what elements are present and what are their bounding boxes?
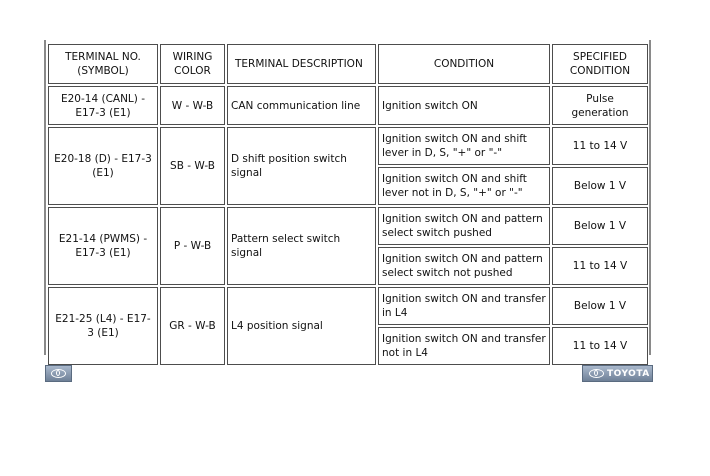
condition-cell: Ignition switch ON and transfer not in L4 — [378, 327, 550, 365]
specified-cell: 11 to 14 V — [552, 247, 648, 285]
terminal-spec-table — [46, 42, 650, 367]
toyota-brand-label: TOYOTA — [607, 369, 650, 379]
condition-cell: Ignition switch ON — [378, 86, 550, 125]
wiring-color-cell: W - W-B — [160, 86, 225, 125]
description-cell: Pattern select switch signal — [227, 207, 376, 285]
specified-cell: Below 1 V — [552, 167, 648, 205]
description-cell: L4 position signal — [227, 287, 376, 365]
table-row — [48, 127, 648, 165]
specified-cell: 11 to 14 V — [552, 127, 648, 165]
table-row — [48, 287, 648, 325]
description-cell: D shift position switch signal — [227, 127, 376, 205]
header-specified-condition: SPECIFIED CONDITION — [552, 44, 648, 84]
condition-cell: Ignition switch ON and shift lever in D, S, "+" or "-" — [378, 127, 550, 165]
header-terminal-description: TERMINAL DESCRIPTION — [227, 44, 376, 84]
condition-cell: Ignition switch ON and shift lever not in D, S, "+" or "-" — [378, 167, 550, 205]
terminal-cell: E20-14 (CANL) - E17-3 (E1) — [48, 86, 158, 125]
condition-cell: Ignition switch ON and pattern select switch not pushed — [378, 247, 550, 285]
specified-cell: Below 1 V — [552, 207, 648, 245]
toyota-home-button[interactable] — [45, 365, 72, 382]
terminal-cell: E21-14 (PWMS) - E17-3 (E1) — [48, 207, 158, 285]
wiring-color-cell: P - W-B — [160, 207, 225, 285]
header-condition: CONDITION — [378, 44, 550, 84]
toyota-logo-icon — [51, 369, 66, 378]
terminal-cell: E20-18 (D) - E17-3 (E1) — [48, 127, 158, 205]
specified-cell: 11 to 14 V — [552, 327, 648, 365]
condition-cell: Ignition switch ON and transfer in L4 — [378, 287, 550, 325]
header-wiring-color: WIRING COLOR — [160, 44, 225, 84]
specified-cell: Pulse generation — [552, 86, 648, 125]
toyota-logo-icon — [589, 369, 604, 378]
description-cell: CAN communication line — [227, 86, 376, 125]
table-row — [48, 207, 648, 245]
wiring-color-cell: SB - W-B — [160, 127, 225, 205]
header-terminal: TERMINAL NO. (SYMBOL) — [48, 44, 158, 84]
toyota-brand-button[interactable] — [582, 365, 653, 382]
wiring-color-cell: GR - W-B — [160, 287, 225, 365]
condition-cell: Ignition switch ON and pattern select switch pushed — [378, 207, 550, 245]
header-row — [48, 44, 648, 84]
table-row — [48, 86, 648, 125]
terminal-cell: E21-25 (L4) - E17-3 (E1) — [48, 287, 158, 365]
specified-cell: Below 1 V — [552, 287, 648, 325]
